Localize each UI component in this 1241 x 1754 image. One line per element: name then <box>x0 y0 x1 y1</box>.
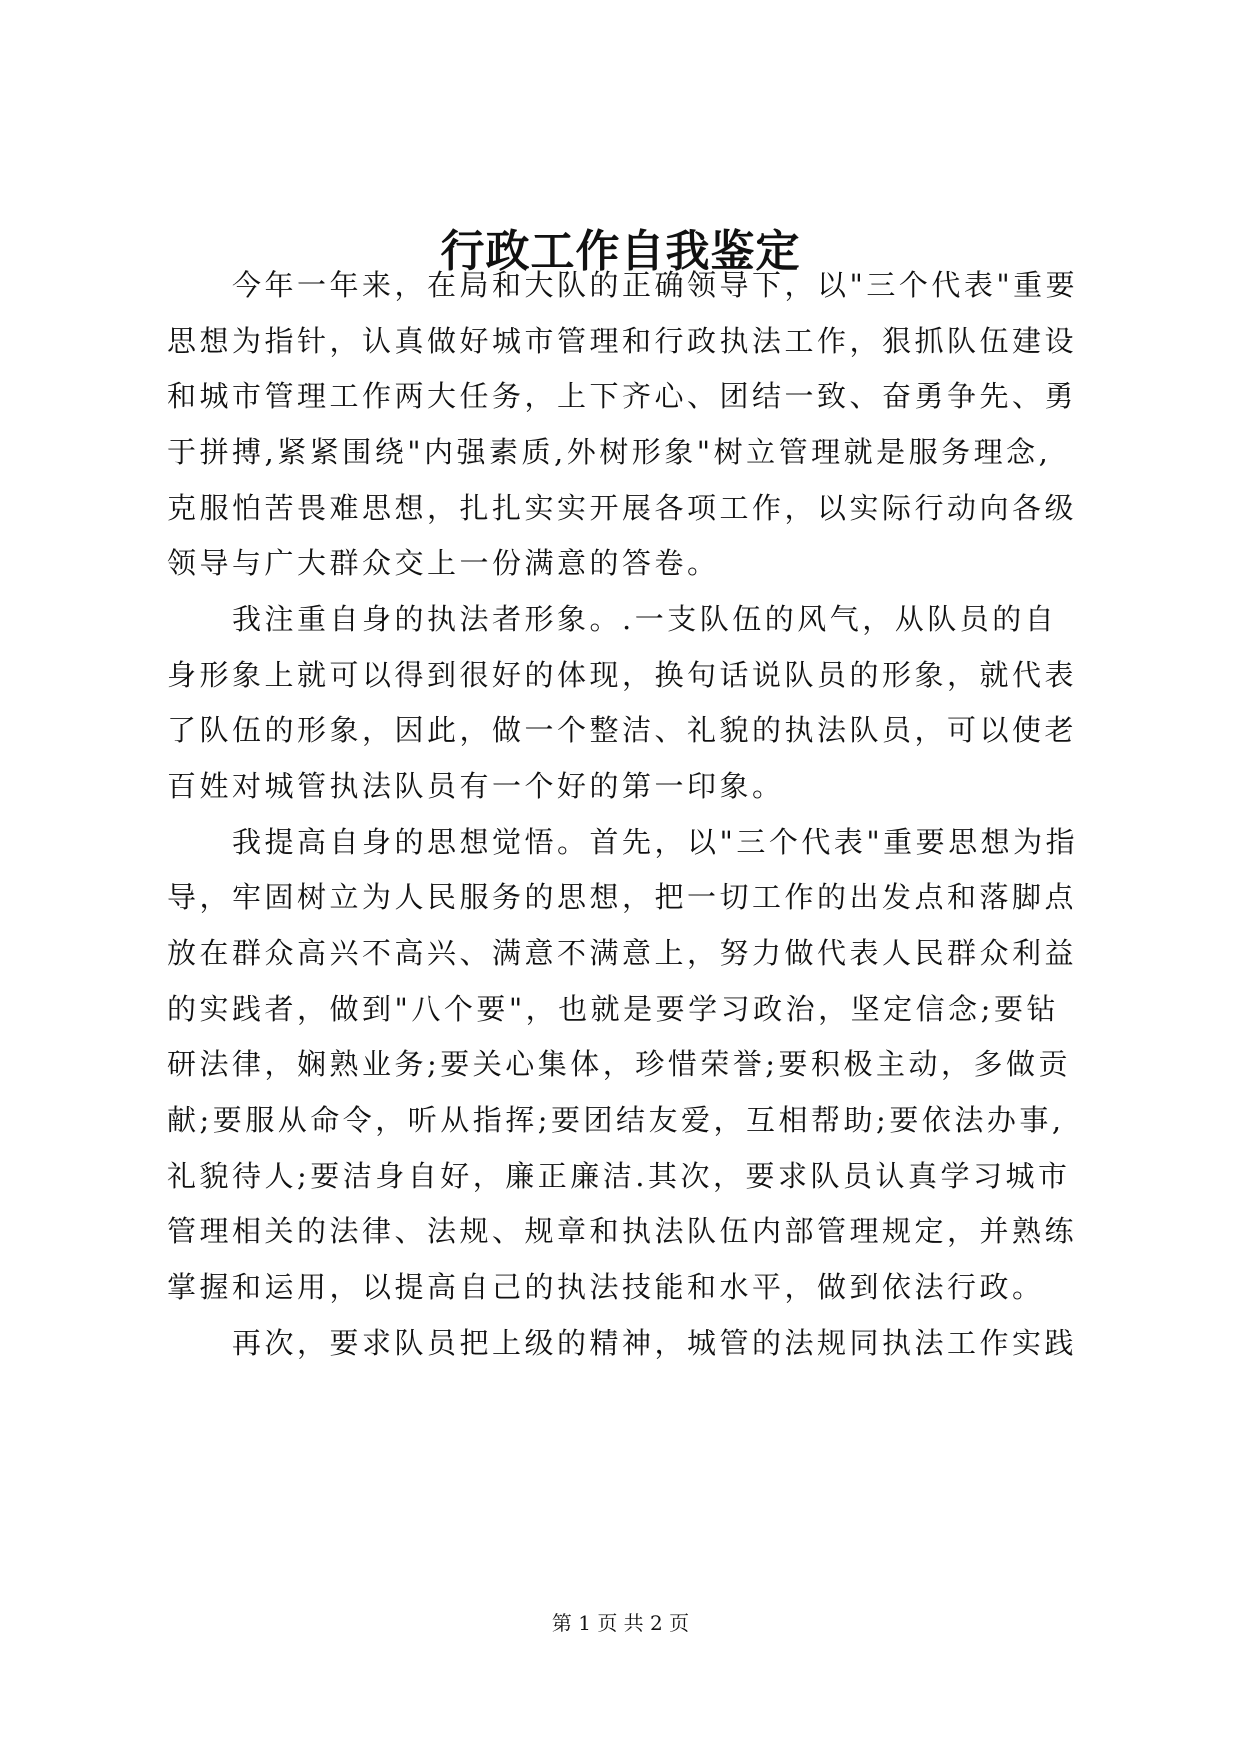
body-line: 思想为指针，认真做好城市管理和行政执法工作，狠抓队伍建设 <box>167 324 1078 358</box>
body-line: 克服怕苦畏难思想，扎扎实实开展各项工作，以实际行动向各级 <box>167 491 1078 525</box>
body-line: 放在群众高兴不高兴、满意不满意上，努力做代表人民群众利益 <box>167 936 1078 970</box>
body-line: 百姓对城管执法队员有一个好的第一印象。 <box>167 769 785 803</box>
body-line: 我提高自身的思想觉悟。首先，以"三个代表"重要思想为指 <box>167 825 1079 859</box>
body-line: 领导与广大群众交上一份满意的答卷。 <box>167 546 720 580</box>
body-line: 献;要服从命令，听从指挥;要团结友爱，互相帮助;要依法办事, <box>167 1103 1065 1137</box>
body-line: 掌握和运用，以提高自己的执法技能和水平，做到依法行政。 <box>167 1270 1045 1304</box>
body-line: 的实践者，做到"八个要"，也就是要学习政治，坚定信念;要钻 <box>167 992 1059 1026</box>
body-line: 今年一年来，在局和大队的正确领导下，以"三个代表"重要 <box>167 268 1079 302</box>
body-line: 和城市管理工作两大任务，上下齐心、团结一致、奋勇争先、勇 <box>167 379 1078 413</box>
body-line: 身形象上就可以得到很好的体现，换句话说队员的形象，就代表 <box>167 658 1078 692</box>
page-number: 第 1 页 共 2 页 <box>551 1611 690 1635</box>
document-title: 行政工作自我鉴定 <box>440 226 801 277</box>
body-line: 了队伍的形象，因此，做一个整洁、礼貌的执法队员，可以使老 <box>167 713 1078 747</box>
body-line: 导，牢固树立为人民服务的思想，把一切工作的出发点和落脚点 <box>167 880 1078 914</box>
body-line: 研法律，娴熟业务;要关心集体，珍惜荣誉;要积极主动，多做贡 <box>167 1047 1072 1081</box>
body-line: 于拼搏,紧紧围绕"内强素质,外树形象"树立管理就是服务理念, <box>167 435 1052 469</box>
body-line: 我注重自身的执法者形象。.一支队伍的风气，从队员的自 <box>167 602 1058 636</box>
body-line: 再次，要求队员把上级的精神，城管的法规同执法工作实践 <box>167 1326 1078 1360</box>
body-line: 礼貌待人;要洁身自好，廉正廉洁.其次，要求队员认真学习城市 <box>167 1159 1071 1193</box>
body-line: 管理相关的法律、法规、规章和执法队伍内部管理规定，并熟练 <box>167 1214 1078 1248</box>
